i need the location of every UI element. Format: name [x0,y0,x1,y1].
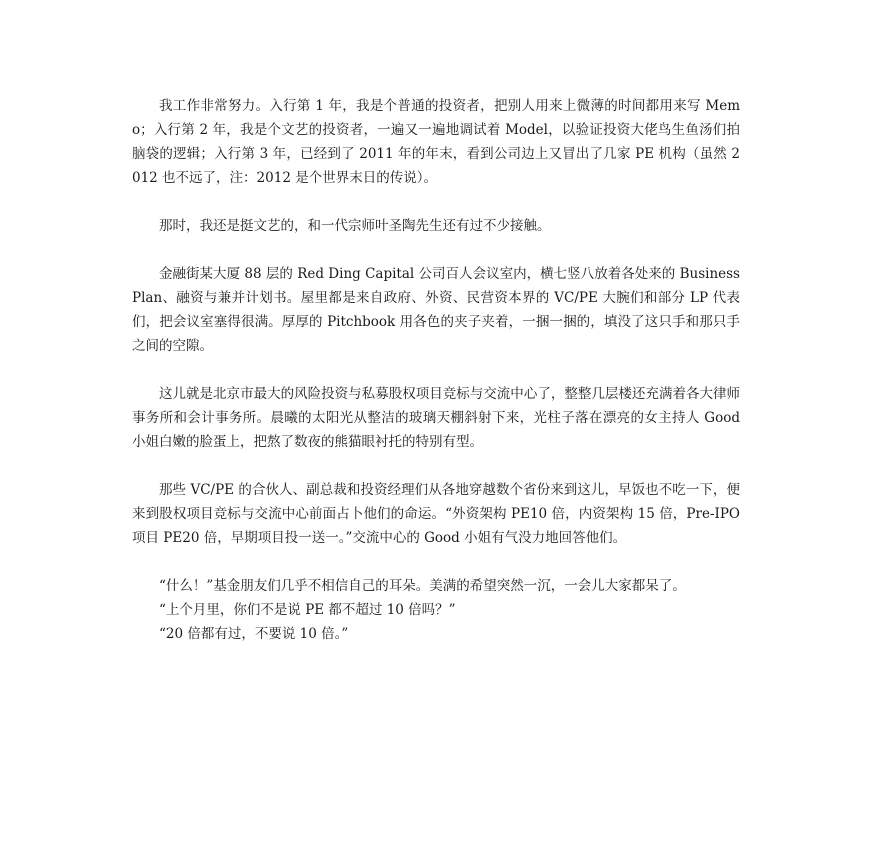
paragraph-6: “什么！”基金朋友们几乎不相信自己的耳朵。美满的希望突然一沉，一会儿大家都呆了。 [159,578,686,594]
dialogue-line-1: “上个月里，你们不是说 PE 都不超过 10 倍吗？” [159,602,456,618]
dialogue-line-2: “20 倍都有过，不要说 10 倍。” [159,626,349,642]
paragraph-5: 那些 VC/PE 的合伙人、副总裁和投资经理们从各地穿越数个省份来到这儿，早饭也不吃一下，便来到股权项目竞标与交流中心前面占卜他们的命运。“外资架构 PE10 倍，内资架构 15 倍，Pre-IPO 项目 PE20 倍，早期项目投一送一。”交流中心的 Good 小姐有气没力地回答他们。 [132,482,740,546]
paragraph-2: 那时，我还是挺文艺的，和一代宗师叶圣陶先生还有过不少接触。 [159,218,551,234]
paragraph-3: 金融街某大厦 88 层的 Red Ding Capital 公司百人会议室内，横七竖八放着各处来的 Business Plan、融资与兼并计划书。屋里都是来自政府、外资、民营资本界的 VC/PE 大腕们和部分 LP 代表们，把会议室塞得很满。厚厚的 Pitchbook 用各色的夹子夹着，一捆一捆的，填没了这只手和那只手之间的空隙。 [132,266,740,354]
paragraph-4: 这儿就是北京市最大的风险投资与私募股权项目竞标与交流中心了，整整几层楼还充满着各大律师事务所和会计事务所。晨曦的太阳光从整洁的玻璃天棚斜射下来，光柱子落在漂亮的女主持人 Good 小姐白嫩的脸蛋上，把熬了数夜的熊猫眼衬托的特别有型。 [132,386,740,450]
document-page [132,94,740,834]
paragraph-1: 我工作非常努力。入行第 1 年，我是个普通的投资者，把别人用来上微薄的时间都用来写 Memo；入行第 2 年，我是个文艺的投资者，一遍又一遍地调试着 Model，以验证投资大佬鸟生鱼汤们拍脑袋的逻辑；入行第 3 年，已经到了 2011 年的年末，看到公司边上又冒出了几家 PE 机构（虽然 2012 也不远了，注：2012 是个世界末日的传说）。 [132,98,740,186]
